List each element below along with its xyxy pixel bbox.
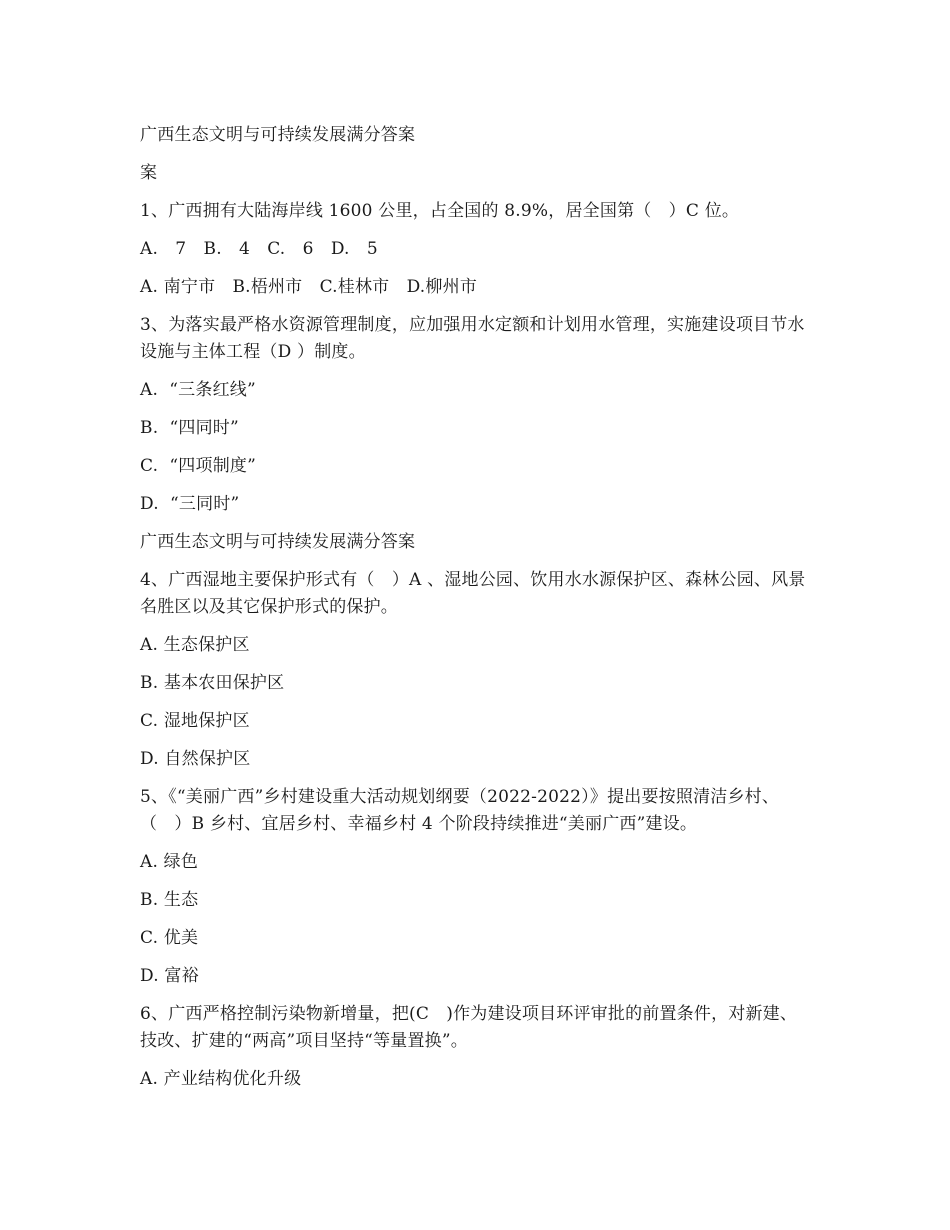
question-4-option-b: B. 基本农田保护区 bbox=[140, 673, 285, 693]
question-3-option-a: A. “三条红线” bbox=[140, 380, 256, 400]
question-5: 5、《“美丽广西”乡村建设重大活动规划纲要（2022-2022）》提出要按照清洁乡村、（ ）B 乡村、宜居乡村、幸福乡村 4 个阶段持续推进“美丽广西”建设。 bbox=[140, 787, 780, 834]
question-4-option-d: D. 自然保护区 bbox=[140, 749, 251, 769]
question-4-option-a: A. 生态保护区 bbox=[140, 635, 250, 655]
question-3-option-d: D. “三同时” bbox=[140, 494, 240, 514]
document-body bbox=[140, 122, 810, 1104]
title-continuation: 案 bbox=[140, 163, 158, 183]
question-5-option-b: B. 生态 bbox=[140, 890, 199, 910]
question-5-option-c: C. 优美 bbox=[140, 928, 199, 948]
question-3: 3、为落实最严格水资源管理制度，应加强用水定额和计划用水管理，实施建设项目节水设施与主体工程（D ）制度。 bbox=[140, 315, 805, 362]
question-5-option-d: D. 富裕 bbox=[140, 966, 199, 986]
question-5-option-a: A. 绿色 bbox=[140, 852, 199, 872]
question-2-options: A. 南宁市 B.梧州市 C.桂林市 D.柳州市 bbox=[140, 277, 478, 297]
question-1-options: A. 7 B. 4 C. 6 D. 5 bbox=[140, 239, 378, 259]
question-6: 6、广西严格控制污染物新增量，把(C )作为建设项目环评审批的前置条件，对新建、技改、扩建的“两高”项目坚持“等量置换”。 bbox=[140, 1004, 798, 1051]
question-3-option-c: C. “四项制度” bbox=[140, 456, 256, 476]
question-1: 1、广西拥有大陆海岸线 1600 公里，占全国的 8.9%，居全国第（ ）C 位。 bbox=[140, 201, 740, 221]
question-4: 4、广西湿地主要保护形式有（ ）A 、湿地公园、饮用水水源保护区、森林公园、风景名胜区以及其它保护形式的保护。 bbox=[140, 570, 806, 617]
question-6-option-a: A. 产业结构优化升级 bbox=[140, 1069, 302, 1089]
question-4-option-c: C. 湿地保护区 bbox=[140, 711, 250, 731]
section-heading: 广西生态文明与可持续发展满分答案 bbox=[140, 532, 416, 552]
document-title: 广西生态文明与可持续发展满分答案 bbox=[140, 125, 416, 145]
question-3-option-b: B. “四同时” bbox=[140, 418, 239, 438]
